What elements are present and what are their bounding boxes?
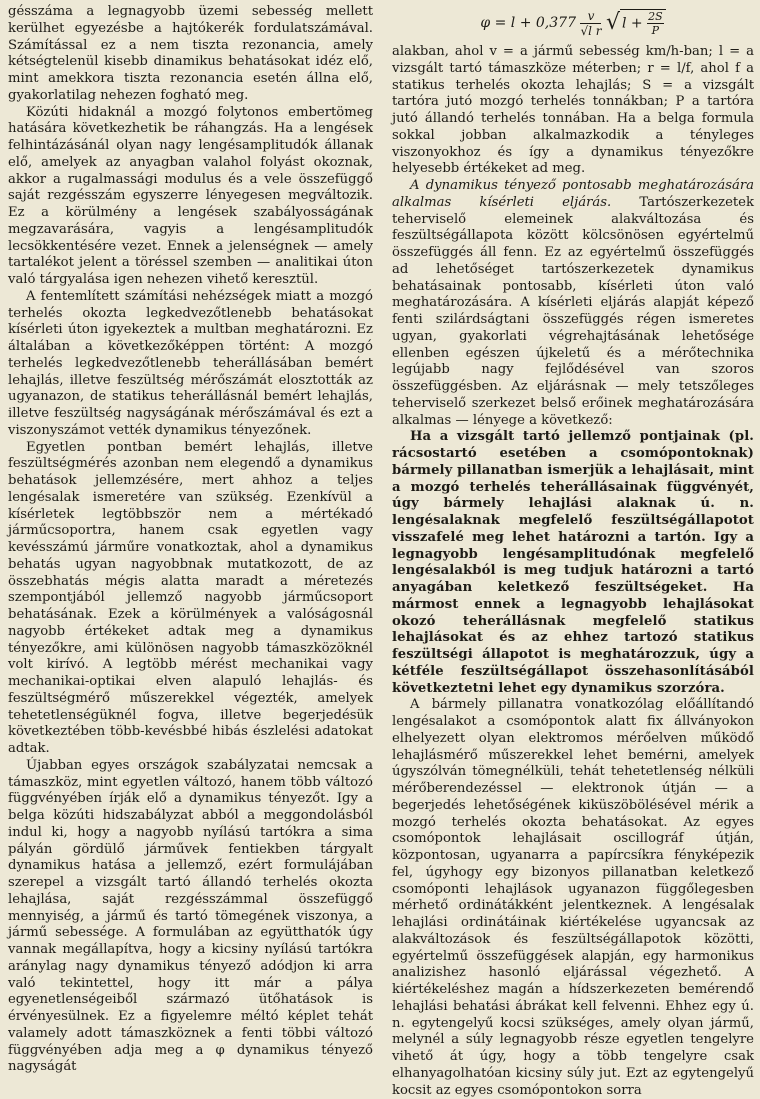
paragraph: A bármely pillanatra vonatkozólag előállítandó lengésalakot a csomópontok alatt fix állványokon elhelyezett olyan elektromos mérőelven működő lehajlásmérő műszerekkel lehet bemérni, amelyek úgyszólván tömegnélküli, tehát tehetetlenség nélküli mérőberendezéssel — elektronok útján — a begerjedés lehetőségének kiküszöbölésével mérik a mozgó terhelés okozta behatásokat. Az egyes csomópontok lehajlásait oscillográf útján, központosan, ugyanarra a papírcsíkra fényképezik fel, úgyhogy egy bizonyos pillanatban keletkező csomóponti lehajlások ugyanazon függőlegesben mérhető ordinátákként jelentkeznek. A lengésalak lehajlási ordinátáinak kiértékelése ugyancsak az alakváltozások és feszültségállapotok közötti, egyértelmű összefüggések alapján, egy harmonikus analizishez hasonló eljárással végezhető. A kiértékeléshez magán a hídszerkezeten bemérendő lehajlási behatási ábrákat kell felvenni. Ehhez egy ú. n. egytengelyű kocsi szükséges, amely olyan jármű, melynél a súly legnagyobb része egyetlen tengelyre vihető át úgy, hogy a több tengelyre csak elhanyagolhatóan kicsiny súly jut. Ezt az egytengelyű kocsit az egyes csomópontokon sorra [392, 697, 754, 1098]
paragraph: A fentemlített számítási nehézségek miatt a mozgó terhelés okozta legkedvezőtlenebb behatásokat kísérleti úton igyekeztek a multban meghatározni. Ez általában a következőképpen történt: A mozgó terhelés legkedvezőtlenebb teherállásában bemért lehajlás, illetve feszültség mérőszámát elosztották az ugyanazon, de statikus teherállásnál bemért lehajlás, illetve feszültség nagyságának mérőszámával és ezt a viszonyszámot vették dynamikus tényezőnek. [8, 288, 373, 438]
formula-fraction-denominator: √l r [580, 23, 602, 38]
left-column [8, 4, 373, 1076]
formula-inner-fraction [647, 10, 664, 37]
paragraph-text: Tartószerkezetek teherviselő elemeinek alakváltozása és feszültségállapota között kölcsönösen egyértelmű összefüggés áll fenn. Ez az egyértelmű összefüggés ad lehetőséget tartószerkezetek dynamikus behatásainak pontosabb, kísérleti úton való meghatározására. A kísérleti eljárás alapját képező fenti szilárdságtani összefüggés régen ismeretes ugyan, gyakorlati végrehajtásának lehetősége ellenben egészen újkeletű és a mérőtechnika legújabb nagy fejlődésével van szoros összefüggésben. Az eljárásnak — mely tetszőleges teherviselő szerkezet belső erőinek meghatározására alkalmas — lényege a következő: [392, 194, 754, 428]
dynamic-factor-formula [392, 4, 754, 42]
formula-fraction [580, 9, 601, 38]
section-paragraph [392, 178, 754, 429]
paragraph: gésszáma a legnagyobb üzemi sebesség mellett kerülhet egyezésbe a hajtókerék fordulatszámával. Számítással ez a nem tiszta rezonancia, amely kétségtelenül kisebb dinamikus behatásokat idéz elő, mint amekkora tiszta rezonancia esetén állna elő, gyakorlatilag nehezen fogható meg. [8, 4, 373, 103]
formula-lhs: φ = l + 0,377 [480, 15, 576, 31]
radical-sign: √ [605, 10, 620, 35]
formula-radicand [620, 9, 666, 37]
paragraph: alakban, ahol v = a jármű sebesség km/h-ban; l = a vizsgált tartó támaszköze méterben; r = l/f, ahol f a statikus terhelés okozta lehajlás; S = a vizsgált tartóra jutó mozgó terhelés tonnákban; P a tartóra jutó állandó terhelés tonnában. Ha a belga formula sokkal jobban alkalmazkodik a tényleges viszonyokhoz és így a dynamikus tényezőkre helyesebb értékeket ad meg. [392, 44, 754, 177]
formula-inner-numerator: 2S [648, 10, 663, 23]
formula-inner-denominator: P [651, 24, 660, 37]
section-heading: A dynamikus tényező pontosabb meghatározására alkalmas kísérleti eljárás. [392, 178, 754, 210]
paragraph: Egyetlen pontban bemért lehajlás, illetve feszültségmérés azonban nem elegendő a dynamikus behatások jellemzésére, mert ahhoz a teljes lengésalak ismeretére van szükség. Ezenkívül a kísérletek legtöbbször nem a mértékadó járműcsoportra, hanem csak egyetlen vagy kevésszámú járműre vonatkoztak, ahol a dynamikus behatás ugyan nagyobbnak mutatkozott, de az összebhatás mégis alatta maradt a méretezés szempontjából jellemző nagyobb járműcsoport behatásának. Ezek a körülmények a valóságosnál nagyobb értékeket adtak meg a dynamikus tényezőkre, ami különösen nagyobb támaszközöknél volt kirívó. A legtöbb mérést mechanikai vagy mechanikai-optikai elven alapuló lehajlás- és feszültségmérő műszerekkel végezték, amelyek tehetetlenségüknél fogva, illetve begerjedésük következtében több-kevésbbé hibás észlelési adatokat adtak. [8, 439, 373, 756]
paragraph-emphasized: Ha a vizsgált tartó jellemző pontjainak (pl. rácsostartó esetében a csomópontoknak) bármely pillanatban ismerjük a lehajlásait, mint a mozgó terhelés teherállásainak függvényét, úgy bármely lehajlási alaknak ú. n. lengésalaknak megfelelő feszültségállapotot visszafelé meg lehet határozni a tartón. Igy a legnagyobb lengésamplitudónak megfelelő lengésalakból is meg tudjuk határozni a tartó anyagában keletkező feszültségeket. Ha mármost ennek a legnagyobb lehajlásokat okozó teherállásnak megfelelő statikus lehajlásokat és az ehhez tartozó statikus feszültségi állapotot is meghatározzuk, úgy a kétféle feszültségállapot összehasonlításából következtetni lehet egy dynamikus szorzóra. [392, 429, 754, 696]
paragraph: Közúti hidaknál a mozgó folytonos embertömeg hatására következhetik be ráhangzás. Ha a lengések felhintázásánál olyan nagy lengésamplitudók állanak elő, amelyek az anyagban valahol folyást okoznak, akkor a rugalmassági modulus és a vele összefüggő saját rezgésszám egyszerre lényegesen megváltozik. Ez a körülmény a lengések szabályosságának megzavarására, vagyis a lengésamplitudók lecsökkentésére vezet. Ennek a jelenségnek — amely tartalékot jelent a töréssel szemben — analitikai úton való tárgyalása igen nehezen vihető keresztül. [8, 104, 373, 287]
formula-fraction-numerator: v [580, 9, 601, 24]
formula-sqrt-head: l + [621, 15, 643, 32]
paragraph: Újabban egyes országok szabályzatai nemcsak a támaszköz, mint egyetlen változó, hanem több változó függvényében írják elő a dynamikus tényezőt. Igy a belga közúti hidszabályzat abból a meggondolásból indul ki, hogy a nagyobb nyílású tartókra a sima pályán gördülő járművek fentiekben tárgyalt dynamikus hatása a jellemző, ezért formulájában szerepel a vizsgált tartó állandó terhelés okozta lehajlása, saját rezgésszámmal összefüggő mennyiség, a jármű és tartó tömegének viszonya, a jármű sebessége. A formulában az együtthatók úgy vannak megállapítva, hogy a kicsiny nyílású tartókra aránylag nagy dynamikus tényező adódjon ki arra való tekintettel, hogy itt már a pálya egyenetlenségeiből származó ütőhatások is érvényesülnek. Ez a figyelemre méltó képlet tehát valamely adott támaszköznek a fenti többi változó függvényében adja meg a φ dynamikus tényező nagyságát [8, 757, 373, 1075]
right-column [392, 4, 754, 1099]
